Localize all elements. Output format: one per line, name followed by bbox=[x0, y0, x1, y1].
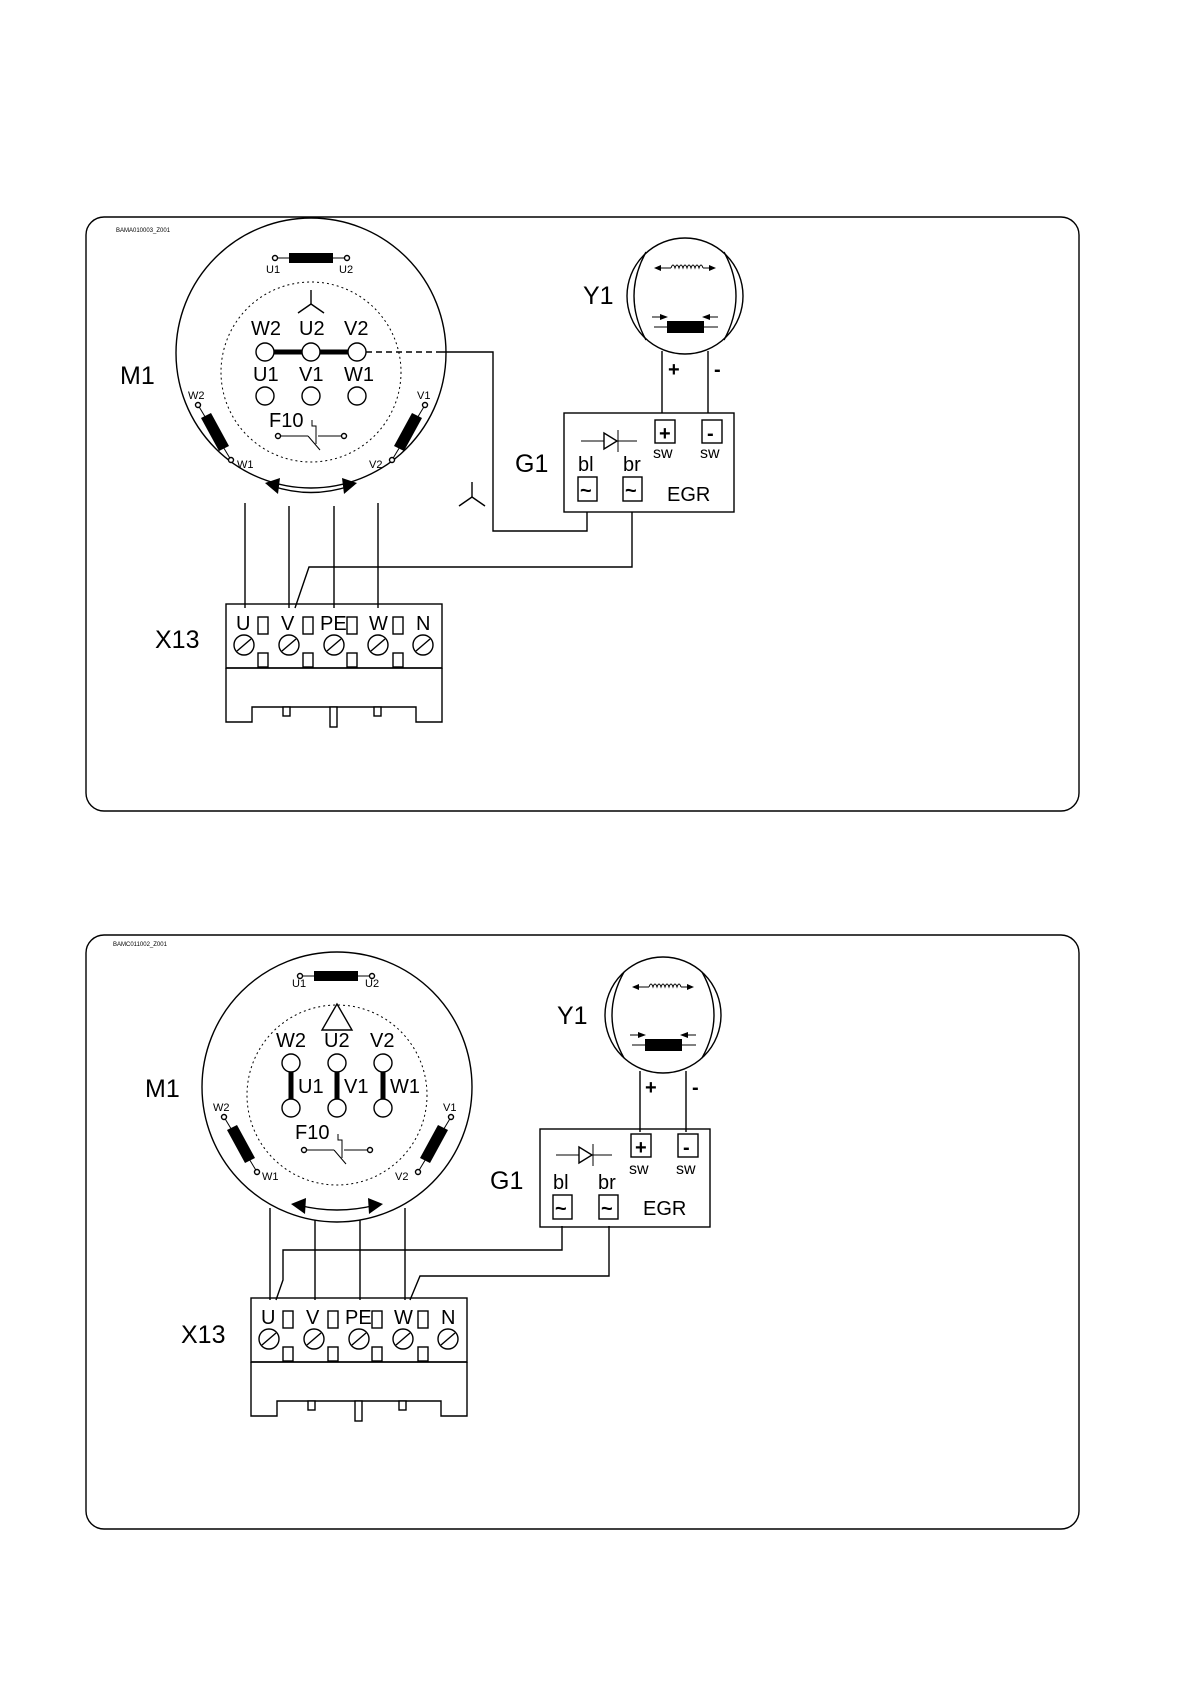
brake-magnet bbox=[652, 314, 718, 333]
wire-rectifier-br-to-w bbox=[410, 1226, 609, 1300]
terminal-u2 bbox=[302, 343, 320, 361]
motor-label: M1 bbox=[145, 1075, 180, 1103]
star-connection-symbol bbox=[298, 290, 324, 313]
svg-text:V2: V2 bbox=[369, 459, 383, 471]
svg-text:U2: U2 bbox=[299, 318, 325, 340]
svg-text:U2: U2 bbox=[339, 264, 354, 276]
svg-text:+: + bbox=[659, 423, 671, 445]
svg-text:PE: PE bbox=[345, 1307, 372, 1329]
svg-text:W1: W1 bbox=[344, 364, 374, 386]
svg-text:~: ~ bbox=[555, 1198, 567, 1220]
svg-text:sw: sw bbox=[653, 445, 673, 462]
top-winding-coil bbox=[266, 253, 353, 276]
terminal-v1 bbox=[302, 387, 320, 405]
svg-text:N: N bbox=[441, 1307, 456, 1329]
svg-text:-: - bbox=[714, 359, 721, 381]
external-star-symbol bbox=[459, 482, 485, 506]
svg-text:U2: U2 bbox=[324, 1030, 350, 1052]
svg-text:W: W bbox=[394, 1307, 413, 1329]
terminal-block-label: X13 bbox=[181, 1321, 226, 1349]
svg-text:-: - bbox=[683, 1137, 690, 1159]
svg-text:V1: V1 bbox=[344, 1076, 369, 1098]
brake-y1 bbox=[557, 957, 721, 1132]
svg-text:W1: W1 bbox=[390, 1076, 420, 1098]
terminal-u1 bbox=[256, 387, 274, 405]
svg-text:sw: sw bbox=[676, 1161, 696, 1178]
rectifier-label: G1 bbox=[490, 1167, 524, 1195]
svg-text:V1: V1 bbox=[417, 390, 431, 402]
svg-text:~: ~ bbox=[625, 480, 637, 502]
rectifier-label: G1 bbox=[515, 450, 549, 478]
svg-text:V: V bbox=[281, 613, 295, 635]
terminal-block-label: X13 bbox=[155, 626, 200, 654]
top-winding-coil bbox=[292, 971, 379, 990]
svg-text:U1: U1 bbox=[266, 264, 281, 276]
terminal-block-x13 bbox=[155, 604, 442, 727]
motor-terminal-board bbox=[251, 318, 374, 405]
svg-text:+: + bbox=[645, 1077, 657, 1099]
svg-text:W1: W1 bbox=[262, 1171, 279, 1183]
terminal-u2 bbox=[328, 1054, 346, 1072]
terminal-w2 bbox=[256, 343, 274, 361]
svg-text:sw: sw bbox=[700, 445, 720, 462]
terminal-u1 bbox=[282, 1099, 300, 1117]
svg-text:W1: W1 bbox=[237, 459, 254, 471]
svg-text:~: ~ bbox=[601, 1198, 613, 1220]
svg-text:bl: bl bbox=[553, 1172, 569, 1194]
rotation-direction-arrow bbox=[291, 1198, 383, 1214]
right-winding-coil bbox=[395, 1102, 456, 1183]
svg-text:EGR: EGR bbox=[667, 484, 711, 506]
svg-text:sw: sw bbox=[629, 1161, 649, 1178]
svg-text:~: ~ bbox=[580, 480, 592, 502]
rectifier-g1 bbox=[515, 413, 734, 512]
delta-connection-symbol bbox=[322, 1004, 352, 1030]
brake-y1 bbox=[583, 238, 743, 413]
left-winding-coil bbox=[213, 1102, 279, 1183]
rotation-direction-arrow bbox=[265, 478, 357, 494]
svg-text:+: + bbox=[635, 1137, 647, 1159]
svg-text:V1: V1 bbox=[443, 1102, 457, 1114]
terminal-w1 bbox=[348, 387, 366, 405]
terminal-v2 bbox=[374, 1054, 392, 1072]
svg-text:V2: V2 bbox=[370, 1030, 395, 1052]
diode-symbol bbox=[581, 430, 637, 452]
svg-text:+: + bbox=[668, 359, 680, 381]
svg-text:PE: PE bbox=[320, 613, 347, 635]
brake-spring bbox=[654, 265, 716, 271]
diagram-delta-connection bbox=[86, 935, 1079, 1529]
brake-label: Y1 bbox=[583, 282, 614, 310]
motor-leads bbox=[245, 503, 378, 608]
svg-text:V2: V2 bbox=[395, 1171, 409, 1183]
terminal-v2 bbox=[348, 343, 366, 361]
wire-rectifier-to-v-terminal bbox=[295, 512, 632, 608]
diode-symbol bbox=[556, 1144, 612, 1166]
svg-text:-: - bbox=[692, 1077, 699, 1099]
svg-text:U1: U1 bbox=[298, 1076, 324, 1098]
svg-text:V2: V2 bbox=[344, 318, 369, 340]
terminal-v1 bbox=[328, 1099, 346, 1117]
svg-text:F10: F10 bbox=[269, 410, 304, 432]
svg-text:N: N bbox=[416, 613, 431, 635]
brake-spring bbox=[632, 984, 694, 990]
svg-text:F10: F10 bbox=[295, 1122, 330, 1144]
wire-rectifier-bl-to-u bbox=[276, 1226, 562, 1300]
svg-text:U: U bbox=[236, 613, 251, 635]
svg-text:U2: U2 bbox=[365, 978, 380, 990]
svg-text:W: W bbox=[369, 613, 388, 635]
svg-text:V1: V1 bbox=[299, 364, 324, 386]
terminal-w2 bbox=[282, 1054, 300, 1072]
svg-text:EGR: EGR bbox=[643, 1198, 687, 1220]
svg-text:U1: U1 bbox=[253, 364, 279, 386]
svg-text:W2: W2 bbox=[213, 1102, 230, 1114]
motor-m1 bbox=[145, 952, 472, 1222]
rectifier-g1 bbox=[490, 1129, 710, 1227]
svg-text:br: br bbox=[598, 1172, 616, 1194]
svg-text:W2: W2 bbox=[251, 318, 281, 340]
thermal-switch-f10 bbox=[295, 1122, 373, 1164]
motor-m1 bbox=[120, 218, 446, 494]
drawing-id-code: BAMA010003_Z001 bbox=[116, 228, 171, 234]
svg-text:U: U bbox=[261, 1307, 276, 1329]
svg-text:V: V bbox=[306, 1307, 320, 1329]
brake-magnet bbox=[630, 1032, 696, 1051]
svg-text:br: br bbox=[623, 454, 641, 476]
left-winding-coil bbox=[188, 390, 254, 471]
thermal-switch-f10 bbox=[269, 410, 347, 450]
svg-text:W2: W2 bbox=[188, 390, 205, 402]
terminal-block-x13 bbox=[181, 1298, 467, 1421]
terminal-w1 bbox=[374, 1099, 392, 1117]
svg-text:bl: bl bbox=[578, 454, 594, 476]
svg-text:-: - bbox=[707, 423, 714, 445]
motor-terminal-board bbox=[276, 1030, 420, 1117]
svg-text:W2: W2 bbox=[276, 1030, 306, 1052]
brake-label: Y1 bbox=[557, 1002, 588, 1030]
motor-label: M1 bbox=[120, 362, 155, 390]
svg-text:U1: U1 bbox=[292, 978, 307, 990]
diagram-star-connection bbox=[86, 217, 1079, 811]
drawing-id-code: BAMC011002_Z001 bbox=[113, 942, 167, 948]
